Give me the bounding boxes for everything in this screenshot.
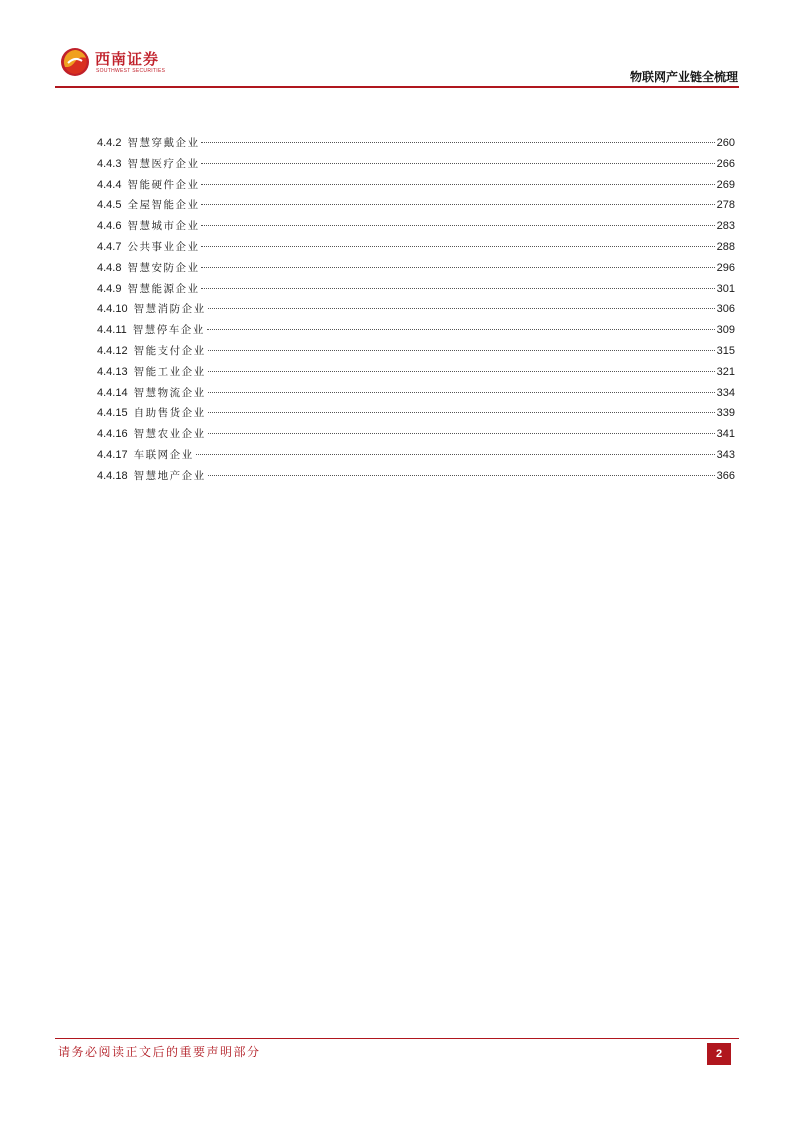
toc-page-number: 366 [716,469,735,482]
toc-entry[interactable] [97,424,735,445]
toc-page-number: 341 [716,428,735,441]
toc-entry[interactable] [97,175,735,196]
toc-section-title: 智慧城市企业 [127,220,200,233]
toc-section-title: 智能支付企业 [133,344,206,357]
toc-page-number: 309 [716,324,735,337]
toc-section-number: 4.4.18 [97,469,128,482]
toc-page-number: 296 [716,261,735,274]
toc-section-title: 智慧物流企业 [133,386,206,399]
toc-entry[interactable] [97,466,735,487]
toc-page-number: 260 [716,137,735,149]
toc-section-title: 智慧消防企业 [133,303,206,316]
toc-section-title: 智慧农业企业 [133,428,206,441]
toc-page-number: 339 [716,407,735,420]
toc-leader-dots [207,329,715,330]
toc-entry[interactable] [97,216,735,237]
toc-entry[interactable] [97,445,735,466]
toc-section-number: 4.4.3 [97,157,122,170]
toc-leader-dots [201,204,714,205]
toc-section-title: 自助售货企业 [133,407,206,420]
toc-leader-dots [208,475,715,476]
toc-leader-dots [208,308,715,309]
toc-leader-dots [201,142,714,143]
toc-entry[interactable] [97,299,735,320]
toc-entry[interactable] [97,154,735,175]
toc-section-title: 智慧能源企业 [127,282,200,295]
toc-section-number: 4.4.4 [97,178,122,191]
disclaimer-text: 请务必阅读正文后的重要声明部分 [58,1045,261,1059]
toc-section-title: 智慧地产企业 [133,469,206,482]
toc-leader-dots [201,225,714,226]
toc-leader-dots [208,392,715,393]
toc-page-number: 283 [716,220,735,233]
toc-section-number: 4.4.16 [97,428,128,441]
logo-english-name: SOUTHWEST SECURITIES [96,68,166,74]
page-header [0,0,793,90]
toc-leader-dots [201,184,714,185]
header-divider [55,86,739,88]
toc-entry[interactable] [97,383,735,404]
toc-section-title: 智慧停车企业 [132,324,205,337]
toc-page-number: 334 [716,386,735,399]
toc-entry[interactable] [97,362,735,383]
toc-leader-dots [208,371,715,372]
toc-section-number: 4.4.10 [97,303,128,316]
toc-section-number: 4.4.15 [97,407,128,420]
toc-page-number: 278 [716,199,735,212]
toc-section-number: 4.4.7 [97,240,122,253]
toc-section-number: 4.4.8 [97,261,122,274]
document-title: 物联网产业链全梳理 [629,70,738,84]
company-logo [59,46,169,82]
toc-page-number: 321 [716,365,735,378]
toc-entry[interactable] [97,403,735,424]
table-of-contents [97,133,735,487]
toc-leader-dots [201,288,714,289]
toc-entry[interactable] [97,133,735,154]
toc-section-title: 智慧安防企业 [127,261,200,274]
toc-section-title: 智能硬件企业 [127,178,200,191]
toc-section-number: 4.4.17 [97,448,128,461]
toc-section-number: 4.4.13 [97,365,128,378]
logo-chinese-name: 西南证券 [95,50,160,68]
toc-leader-dots [196,454,715,455]
toc-page-number: 306 [716,303,735,316]
toc-section-title: 智能工业企业 [133,365,206,378]
toc-page-number: 343 [716,448,735,461]
toc-page-number: 269 [716,178,735,191]
toc-page-number: 266 [716,157,735,170]
logo-mark-icon [59,46,91,78]
toc-entry[interactable] [97,258,735,279]
toc-section-title: 智慧穿戴企业 [127,137,200,149]
toc-page-number: 315 [716,344,735,357]
toc-leader-dots [201,246,714,247]
page-number-badge: 2 [707,1043,731,1065]
toc-entry[interactable] [97,341,735,362]
toc-section-title: 公共事业企业 [127,240,200,253]
toc-entry[interactable] [97,279,735,300]
toc-entry[interactable] [97,320,735,341]
toc-section-title: 车联网企业 [133,448,194,461]
toc-section-number: 4.4.9 [97,282,122,295]
toc-section-number: 4.4.2 [97,137,122,149]
footer-divider [55,1038,739,1039]
toc-entry[interactable] [97,195,735,216]
toc-section-number: 4.4.14 [97,386,128,399]
toc-leader-dots [201,163,714,164]
toc-entry[interactable] [97,237,735,258]
toc-section-number: 4.4.5 [97,199,122,212]
toc-leader-dots [201,267,714,268]
toc-section-number: 4.4.11 [97,324,127,337]
toc-section-title: 全屋智能企业 [127,199,200,212]
toc-section-number: 4.4.6 [97,220,122,233]
toc-leader-dots [208,433,715,434]
toc-page-number: 288 [716,240,735,253]
toc-leader-dots [208,350,715,351]
toc-section-title: 智慧医疗企业 [127,157,200,170]
toc-page-number: 301 [716,282,735,295]
toc-section-number: 4.4.12 [97,344,128,357]
toc-leader-dots [208,412,715,413]
